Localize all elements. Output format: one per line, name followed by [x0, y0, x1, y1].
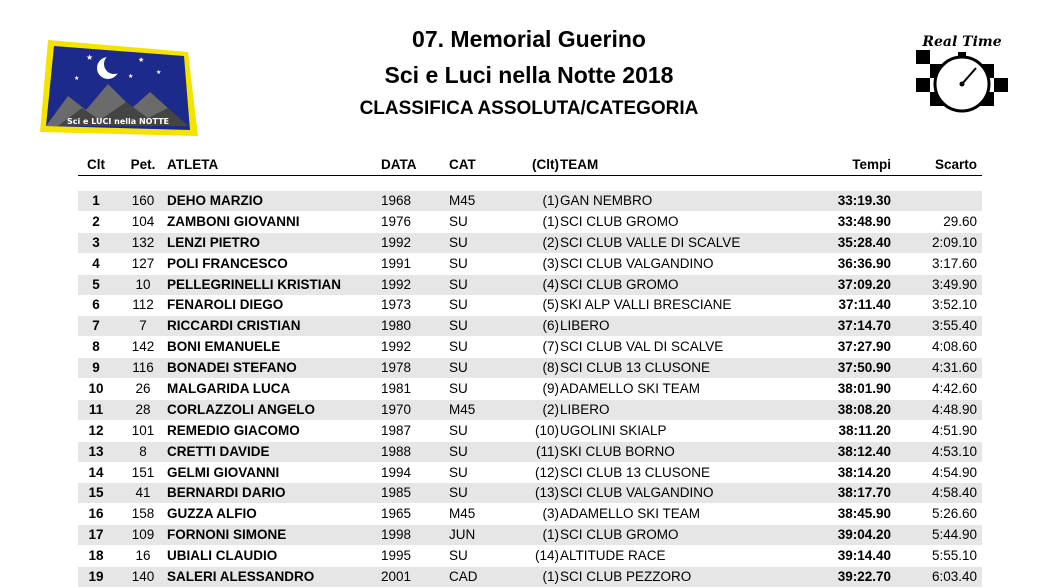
cell-bib: 140 — [131, 569, 155, 585]
cell-team: SCI CLUB VALGANDINO — [560, 255, 714, 271]
table-row — [78, 212, 982, 232]
table-row — [78, 421, 982, 441]
cell-time: 37:27.90 — [837, 339, 891, 355]
cell-time: 37:50.90 — [837, 360, 891, 376]
cell-team: LIBERO — [560, 401, 610, 417]
col-clt-header: Clt — [87, 157, 105, 172]
cell-athlete: CRETTI DAVIDE — [167, 443, 270, 459]
cell-gap: 2:09.10 — [931, 234, 977, 250]
cell-bib: 142 — [131, 339, 155, 355]
cell-rank: 1 — [92, 193, 100, 208]
cell-rank: 7 — [92, 318, 100, 334]
cell-rank: 17 — [88, 527, 104, 543]
cell-category: SU — [449, 297, 468, 313]
cell-team: SKI ALP VALLI BRESCIANE — [560, 297, 732, 313]
cell-gap: 4:31.60 — [931, 360, 977, 376]
col-athlete-header: ATLETA — [167, 157, 219, 172]
cell-category-rank: (1) — [542, 213, 559, 229]
cell-athlete: MALGARIDA LUCA — [167, 381, 291, 397]
results-table — [78, 191, 982, 588]
cell-team: SKI CLUB BORNO — [560, 443, 675, 459]
cell-rank: 2 — [92, 213, 100, 229]
cell-time: 33:48.90 — [837, 213, 891, 229]
cell-team: SCI CLUB GROMO — [560, 276, 679, 292]
cell-year: 1995 — [381, 548, 412, 564]
table-row — [78, 337, 982, 357]
cell-time: 38:11.20 — [838, 422, 891, 438]
cell-category: SU — [449, 318, 468, 334]
cell-team: SCI CLUB VALLE DI SCALVE — [560, 234, 741, 250]
cell-rank: 12 — [88, 422, 104, 438]
cell-bib: 158 — [131, 506, 155, 522]
cell-category: SU — [449, 339, 468, 355]
cell-year: 1968 — [381, 193, 412, 208]
table-row — [78, 567, 982, 587]
cell-athlete: GUZZA ALFIO — [167, 506, 257, 522]
cell-bib: 132 — [131, 234, 155, 250]
table-row — [78, 400, 982, 420]
table-row — [78, 504, 982, 524]
cell-bib: 7 — [139, 318, 147, 334]
cell-bib: 112 — [132, 297, 154, 313]
cell-athlete: POLI FRANCESCO — [167, 255, 288, 271]
ranking-title: CLASSIFICA ASSOLUTA/CATEGORIA — [359, 98, 699, 119]
cell-athlete: BONI EMANUELE — [167, 339, 281, 355]
cell-year: 1991 — [381, 255, 412, 271]
cell-athlete: CORLAZZOLI ANGELO — [167, 401, 315, 417]
cell-team: ALTITUDE RACE — [560, 548, 666, 564]
cell-year: 2001 — [381, 569, 412, 585]
cell-gap: 4:42.60 — [931, 381, 977, 397]
cell-time: 37:09.20 — [837, 276, 891, 292]
cell-category-rank: (1) — [542, 569, 559, 585]
cell-category-rank: (1) — [542, 527, 559, 543]
cell-category-rank: (1) — [542, 193, 559, 208]
svg-text:Real Time: Real Time — [922, 34, 1002, 50]
cell-gap: 3:49.90 — [931, 276, 977, 292]
cell-athlete: BONADEI STEFANO — [167, 360, 297, 376]
table-row — [78, 295, 982, 315]
cell-time: 38:14.20 — [837, 464, 891, 480]
cell-athlete: FENAROLI DIEGO — [167, 297, 284, 313]
col-team-header: TEAM — [560, 157, 599, 172]
cell-year: 1976 — [381, 213, 412, 229]
event-subtitle: Sci e Luci nella Notte 2018 — [384, 62, 674, 88]
cell-year: 1985 — [381, 485, 412, 501]
cell-year: 1973 — [381, 297, 412, 313]
svg-text:★: ★ — [156, 69, 162, 76]
cell-time: 38:17.70 — [837, 485, 891, 501]
cell-gap: 4:08.60 — [931, 339, 977, 355]
cell-athlete: SALERI ALESSANDRO — [167, 569, 315, 585]
cell-rank: 6 — [92, 297, 100, 313]
cell-rank: 5 — [92, 276, 100, 292]
cell-bib: 116 — [132, 360, 154, 376]
cell-gap: 4:51.90 — [931, 422, 977, 438]
cell-rank: 9 — [92, 360, 100, 376]
cell-athlete: PELLEGRINELLI KRISTIAN — [167, 276, 342, 292]
cell-time: 35:28.40 — [837, 234, 891, 250]
cell-category: SU — [449, 422, 468, 438]
cell-bib: 26 — [135, 381, 151, 397]
cell-category-rank: (7) — [542, 339, 559, 355]
page-title: 07. Memorial Guerino — [412, 26, 646, 52]
cell-bib: 151 — [131, 464, 155, 480]
cell-category: CAD — [449, 569, 478, 585]
cell-category-rank: (3) — [542, 255, 559, 271]
cell-rank: 14 — [88, 464, 104, 480]
cell-team: SCI CLUB 13 CLUSONE — [560, 464, 711, 480]
table-row — [78, 233, 982, 253]
cell-team: SCI CLUB 13 CLUSONE — [560, 360, 711, 376]
cell-gap: 4:58.40 — [931, 485, 977, 501]
cell-bib: 8 — [139, 443, 147, 459]
cell-gap: 5:44.90 — [931, 527, 977, 543]
cell-category-rank: (2) — [542, 234, 559, 250]
cell-rank: 19 — [88, 569, 104, 585]
cell-gap: 4:53.10 — [931, 443, 977, 459]
svg-text:★: ★ — [138, 56, 145, 64]
cell-bib: 41 — [135, 485, 151, 501]
cell-bib: 101 — [131, 422, 155, 438]
cell-gap: 5:55.10 — [931, 548, 977, 564]
cell-category-rank: (5) — [542, 297, 559, 313]
cell-year: 1970 — [381, 401, 412, 417]
cell-year: 1988 — [381, 443, 412, 459]
cell-team: LIBERO — [560, 318, 610, 334]
cell-year: 1994 — [381, 464, 412, 480]
cell-category: SU — [449, 464, 468, 480]
header-divider — [78, 175, 982, 176]
cell-bib: 16 — [135, 548, 151, 564]
cell-category-rank: (12) — [534, 464, 559, 480]
cell-time: 38:45.90 — [837, 506, 891, 522]
table-row — [78, 379, 982, 399]
cell-year: 1992 — [381, 234, 412, 250]
svg-text:★: ★ — [74, 75, 80, 82]
cell-team: SCI CLUB GROMO — [560, 527, 679, 543]
cell-team: SCI CLUB GROMO — [560, 213, 679, 229]
cell-gap: 3:52.10 — [931, 297, 977, 313]
cell-rank: 15 — [88, 485, 104, 501]
cell-category: SU — [449, 548, 468, 564]
cell-team: GAN NEMBRO — [560, 193, 653, 208]
cell-category: SU — [449, 213, 468, 229]
cell-year: 1992 — [381, 339, 412, 355]
cell-athlete: ZAMBONI GIOVANNI — [167, 213, 300, 229]
cell-bib: 109 — [131, 527, 155, 543]
event-logo — [38, 38, 200, 145]
table-row — [78, 254, 982, 274]
col-category-header: CAT — [449, 157, 476, 172]
cell-category: SU — [449, 381, 468, 397]
cell-category-rank: (11) — [535, 443, 559, 459]
cell-category-rank: (3) — [542, 506, 559, 522]
table-header — [78, 156, 982, 174]
cell-year: 1980 — [381, 318, 412, 334]
cell-time: 37:14.70 — [837, 318, 891, 334]
table-row — [78, 275, 982, 295]
cell-category-rank: (13) — [534, 485, 559, 501]
cell-year: 1965 — [381, 506, 412, 522]
cell-year: 1992 — [381, 276, 412, 292]
cell-team: UGOLINI SKIALP — [560, 422, 667, 438]
cell-time: 39:14.40 — [837, 548, 891, 564]
cell-bib: 160 — [131, 193, 155, 208]
cell-category: SU — [449, 360, 468, 376]
table-row — [78, 191, 982, 211]
cell-athlete: LENZI PIETRO — [167, 234, 261, 250]
cell-rank: 13 — [88, 443, 104, 459]
col-time-header: Tempi — [852, 157, 891, 172]
cell-category-rank: (2) — [542, 401, 559, 417]
cell-year: 1981 — [381, 381, 412, 397]
cell-category-rank: (10) — [534, 422, 559, 438]
cell-category: SU — [449, 234, 468, 250]
cell-category-rank: (4) — [542, 276, 559, 292]
cell-rank: 18 — [88, 548, 104, 564]
cell-rank: 11 — [88, 401, 104, 417]
cell-rank: 16 — [88, 506, 104, 522]
cell-team: SCI CLUB VALGANDINO — [560, 485, 714, 501]
col-gap-header: Scarto — [934, 157, 977, 172]
cell-athlete: FORNONI SIMONE — [167, 527, 287, 543]
cell-category: M45 — [449, 193, 476, 208]
cell-time: 39:04.20 — [837, 527, 891, 543]
cell-athlete: DEHO MARZIO — [167, 193, 263, 208]
cell-category: SU — [449, 443, 468, 459]
cell-time: 38:12.40 — [837, 443, 891, 459]
svg-text:★: ★ — [86, 53, 94, 62]
cell-team: SCI CLUB PEZZORO — [560, 569, 692, 585]
col-year-header: DATA — [381, 157, 417, 172]
cell-category-rank: (8) — [542, 360, 559, 376]
cell-category-rank: (6) — [542, 318, 559, 334]
table-row — [78, 316, 982, 336]
cell-athlete: BERNARDI DARIO — [167, 485, 286, 501]
cell-time: 38:08.20 — [837, 401, 891, 417]
cell-gap: 4:54.90 — [931, 464, 977, 480]
cell-athlete: RICCARDI CRISTIAN — [167, 318, 301, 334]
cell-rank: 3 — [92, 234, 100, 250]
cell-athlete: GELMI GIOVANNI — [167, 464, 280, 480]
svg-text:★: ★ — [128, 73, 134, 80]
cell-category: M45 — [449, 506, 476, 522]
cell-rank: 10 — [88, 381, 104, 397]
cell-time: 36:36.90 — [837, 255, 891, 271]
cell-category: SU — [449, 485, 468, 501]
cell-team: ADAMELLO SKI TEAM — [560, 381, 701, 397]
timing-logo — [908, 28, 1016, 139]
cell-category: JUN — [449, 527, 476, 543]
cell-team: SCI CLUB VAL DI SCALVE — [560, 339, 724, 355]
cell-athlete: REMEDIO GIACOMO — [167, 422, 300, 438]
table-row — [78, 546, 982, 566]
table-row — [78, 442, 982, 462]
table-row — [78, 463, 982, 483]
cell-bib: 104 — [131, 213, 155, 229]
col-pet-header: Pet. — [130, 157, 156, 172]
cell-bib: 28 — [135, 401, 151, 417]
cell-category: SU — [449, 255, 468, 271]
cell-category: SU — [449, 276, 468, 292]
cell-time: 33:19.30 — [837, 193, 891, 208]
cell-year: 1998 — [381, 527, 412, 543]
cell-time: 38:01.90 — [837, 381, 891, 397]
cell-category-rank: (9) — [542, 381, 559, 397]
cell-gap: 3:55.40 — [931, 318, 977, 334]
cell-gap: 5:26.60 — [931, 506, 977, 522]
cell-category: M45 — [449, 401, 476, 417]
cell-year: 1978 — [381, 360, 412, 376]
cell-gap: 4:48.90 — [931, 401, 977, 417]
table-row — [78, 358, 982, 378]
cell-rank: 8 — [92, 339, 100, 355]
col-cat-rank-header: (Clt) — [532, 157, 559, 172]
cell-gap: 3:17.60 — [931, 255, 977, 271]
cell-category-rank: (14) — [534, 548, 559, 564]
cell-time: 39:22.70 — [837, 569, 891, 585]
cell-time: 37:11.40 — [838, 297, 891, 313]
cell-year: 1987 — [381, 422, 412, 438]
cell-bib: 127 — [131, 255, 155, 271]
cell-gap: 29.60 — [943, 213, 977, 229]
table-row — [78, 525, 982, 545]
cell-athlete: UBIALI CLAUDIO — [167, 548, 278, 564]
cell-rank: 4 — [92, 255, 100, 271]
cell-gap: 6:03.40 — [931, 569, 977, 585]
table-row — [78, 483, 982, 503]
cell-bib: 10 — [135, 276, 151, 292]
svg-text:Sci e LUCI nella NOTTE: Sci e LUCI nella NOTTE — [66, 117, 170, 126]
cell-team: ADAMELLO SKI TEAM — [560, 506, 701, 522]
